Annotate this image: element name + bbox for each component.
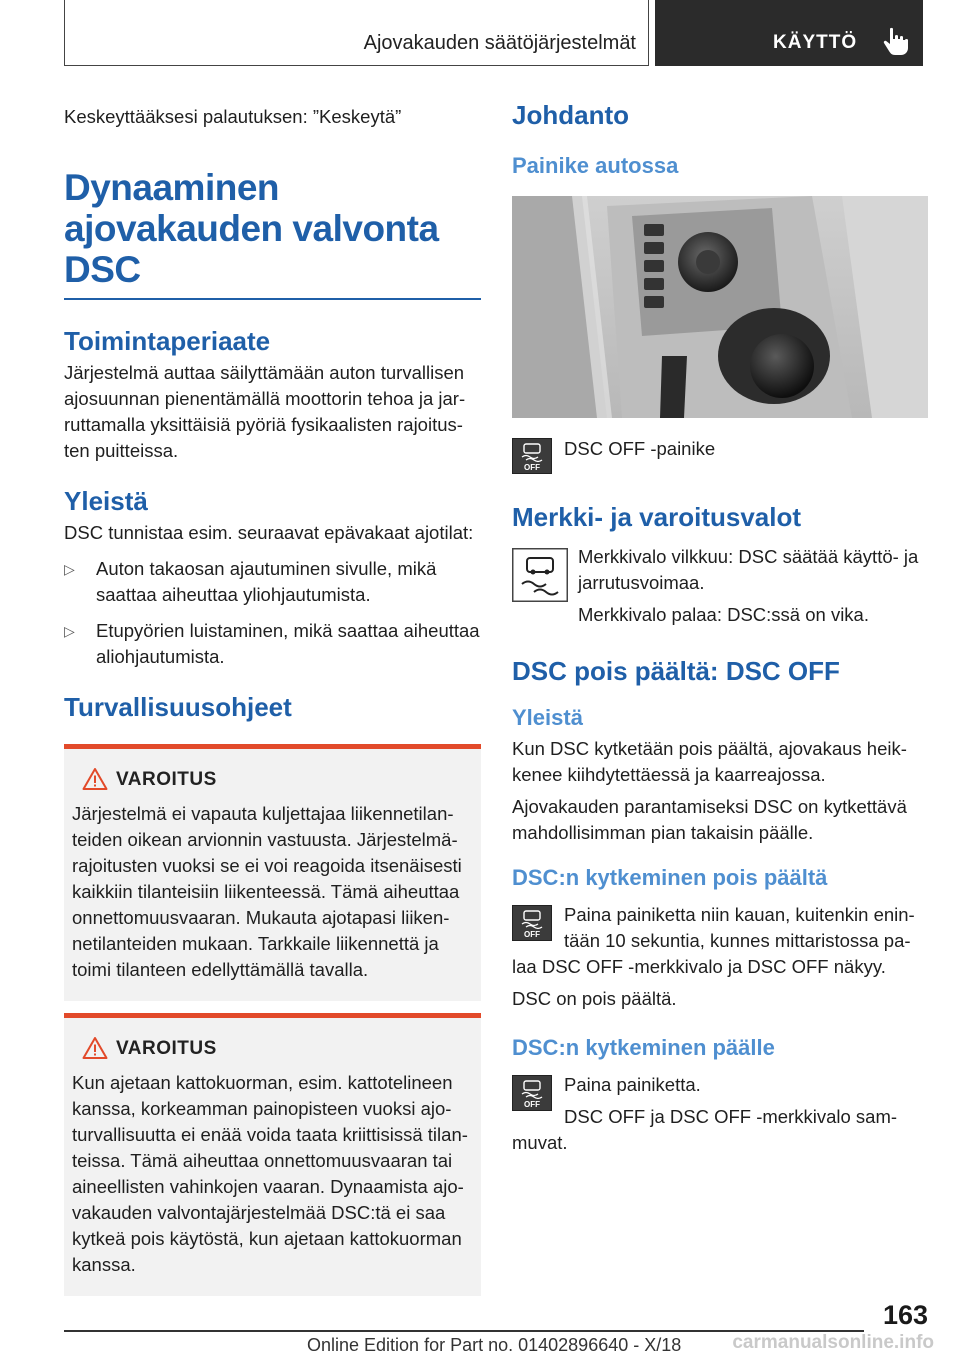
dsc-off-heading: DSC pois päältä: DSC OFF xyxy=(512,656,840,686)
warning-title: VAROITUS xyxy=(116,1037,217,1059)
warning-triangle-icon xyxy=(82,767,108,791)
section-title: Ajovakauden säätöjärjestelmät xyxy=(363,32,636,54)
button-heading: Painike autossa xyxy=(512,153,679,178)
general-text: DSC tunnistaa esim. seuraavat epävakaat ajotilat: xyxy=(64,521,474,543)
hand-pointer-icon xyxy=(881,26,911,56)
switch-on-text: Paina painiketta. xyxy=(564,1074,701,1095)
list-item: ▷ Etupyörien luistaminen, mikä saattaa aiheuttaa aliohjautumista. xyxy=(64,619,480,667)
switch-on-result: DSC OFF ja DSC OFF -merkkivalo sammuvat. xyxy=(512,1106,898,1153)
warning-box xyxy=(64,744,481,1001)
list-item: ▷ Auton takaosan ajautuminen sivulle, mikä saattaa aiheuttaa yliohjautumista. xyxy=(64,557,437,605)
dsc-off-button-icon xyxy=(512,905,552,941)
dsc-off-button-row xyxy=(512,436,928,476)
off-general-text-1: Kun DSC kytketään pois päältä, ajovakaus heikkenee kiihdytettäessä ja kaarreajossa. xyxy=(512,738,907,785)
header-frame xyxy=(64,0,649,66)
chapter-label: KÄYTTÖ xyxy=(773,32,858,53)
off-general-text-2: Ajovakauden parantamiseksi DSC on kytkettävä mahdollisimman pian takaisin päälle. xyxy=(512,796,907,843)
switch-on-step xyxy=(512,1072,928,1156)
page-title: Dynaaminen ajovakauden valvonta DSC xyxy=(64,167,439,290)
warning-title: VAROITUS xyxy=(116,768,217,790)
switch-off-result: DSC on pois päältä. xyxy=(512,988,677,1009)
watermark-text[interactable]: carmanualsonline.info xyxy=(732,1332,934,1353)
switch-off-text: Paina painiketta niin kauan, kuitenkin enintään 10 sekuntia, kunnes mittaristossa palaa DSC OFF -merkkivalo ja DSC OFF näkyy. xyxy=(512,904,915,977)
right-column xyxy=(512,100,928,1156)
intro-text: Keskeyttääksesi palautuksen: ”Keskeytä” xyxy=(64,106,402,127)
dsc-off-button-icon xyxy=(512,1075,552,1111)
left-column xyxy=(64,104,481,1296)
dsc-off-button-icon xyxy=(512,438,552,474)
general-heading: Yleistä xyxy=(64,485,148,516)
svg-text:OFF: OFF xyxy=(524,1100,540,1109)
warning-triangle-icon xyxy=(82,1036,108,1060)
triangle-bullet-icon: ▷ xyxy=(64,622,75,639)
switch-off-step xyxy=(512,902,928,980)
lights-heading: Merkki- ja varoitusvalot xyxy=(512,502,801,532)
intro-heading: Johdanto xyxy=(512,100,629,130)
switch-off-heading: DSC:n kytkeminen pois päältä xyxy=(512,865,828,890)
switch-on-heading: DSC:n kytkeminen päälle xyxy=(512,1035,775,1060)
light-blink-text: Merkkivalo vilkkuu: DSC säätää käyttö- ja jarrutusvoimaa. xyxy=(578,546,919,593)
chapter-tab[interactable] xyxy=(655,0,923,66)
warning-text: Järjestelmä ei vapauta kuljettajaa liikennetilanteiden oikean arvionnin vastuusta. Järjestelmärajoitusten vuoksi se ei voi reagoida itsenäisesti kaikkiin tilanteisiin liikenteessä. Tämä aiheuttaa onnettomuusvaaran. Mukauta ajotapasi liikennetilanteiden mukaan. Tarkkaile liikennettä ja toimi tilanteen edellyttämällä tavalla. xyxy=(72,802,462,980)
svg-text:OFF: OFF xyxy=(524,930,540,939)
principle-text: Järjestelmä auttaa säilyttämään auton turvallisen ajosuunnan pienentämällä moottorin tehoa ja jarruttamalla yksittäisiä pyöriä fysikaalisten rajoitusten puitteissa. xyxy=(64,361,466,461)
indicator-light-row xyxy=(512,544,928,634)
off-general-heading: Yleistä xyxy=(512,705,583,730)
dsc-indicator-light-icon xyxy=(512,548,568,602)
button-caption: DSC OFF -painike xyxy=(564,438,716,459)
page-number: 163 xyxy=(882,1300,928,1330)
light-on-text: Merkkivalo palaa: DSC:ssä on vika. xyxy=(578,604,869,625)
triangle-bullet-icon: ▷ xyxy=(64,560,75,577)
safety-heading: Turvallisuusohjeet xyxy=(64,691,292,722)
warning-text: Kun ajetaan kattokuorman, esim. kattotelineen kanssa, korkeamman painopisteen vuoksi ajoturvallisuutta ei enää voida taata kriittisissä tilanteissa. Tämä aiheuttaa onnettomuusvaaran tai aineellisten vahinkojen vaaran. Dynaamista ajovakauden valvontajärjestelmää DSC:tä ei saa kytkeä pois käytöstä, kun ajetaan kattokuorman kanssa. xyxy=(72,1071,468,1275)
principle-heading: Toimintaperiaate xyxy=(64,325,271,356)
title-rule xyxy=(64,298,481,300)
center-console-photo xyxy=(512,196,928,418)
warning-box xyxy=(64,1013,481,1296)
svg-text:OFF: OFF xyxy=(524,463,540,472)
edition-text: Online Edition for Part no. 01402896640 - X/18 xyxy=(307,1335,682,1355)
